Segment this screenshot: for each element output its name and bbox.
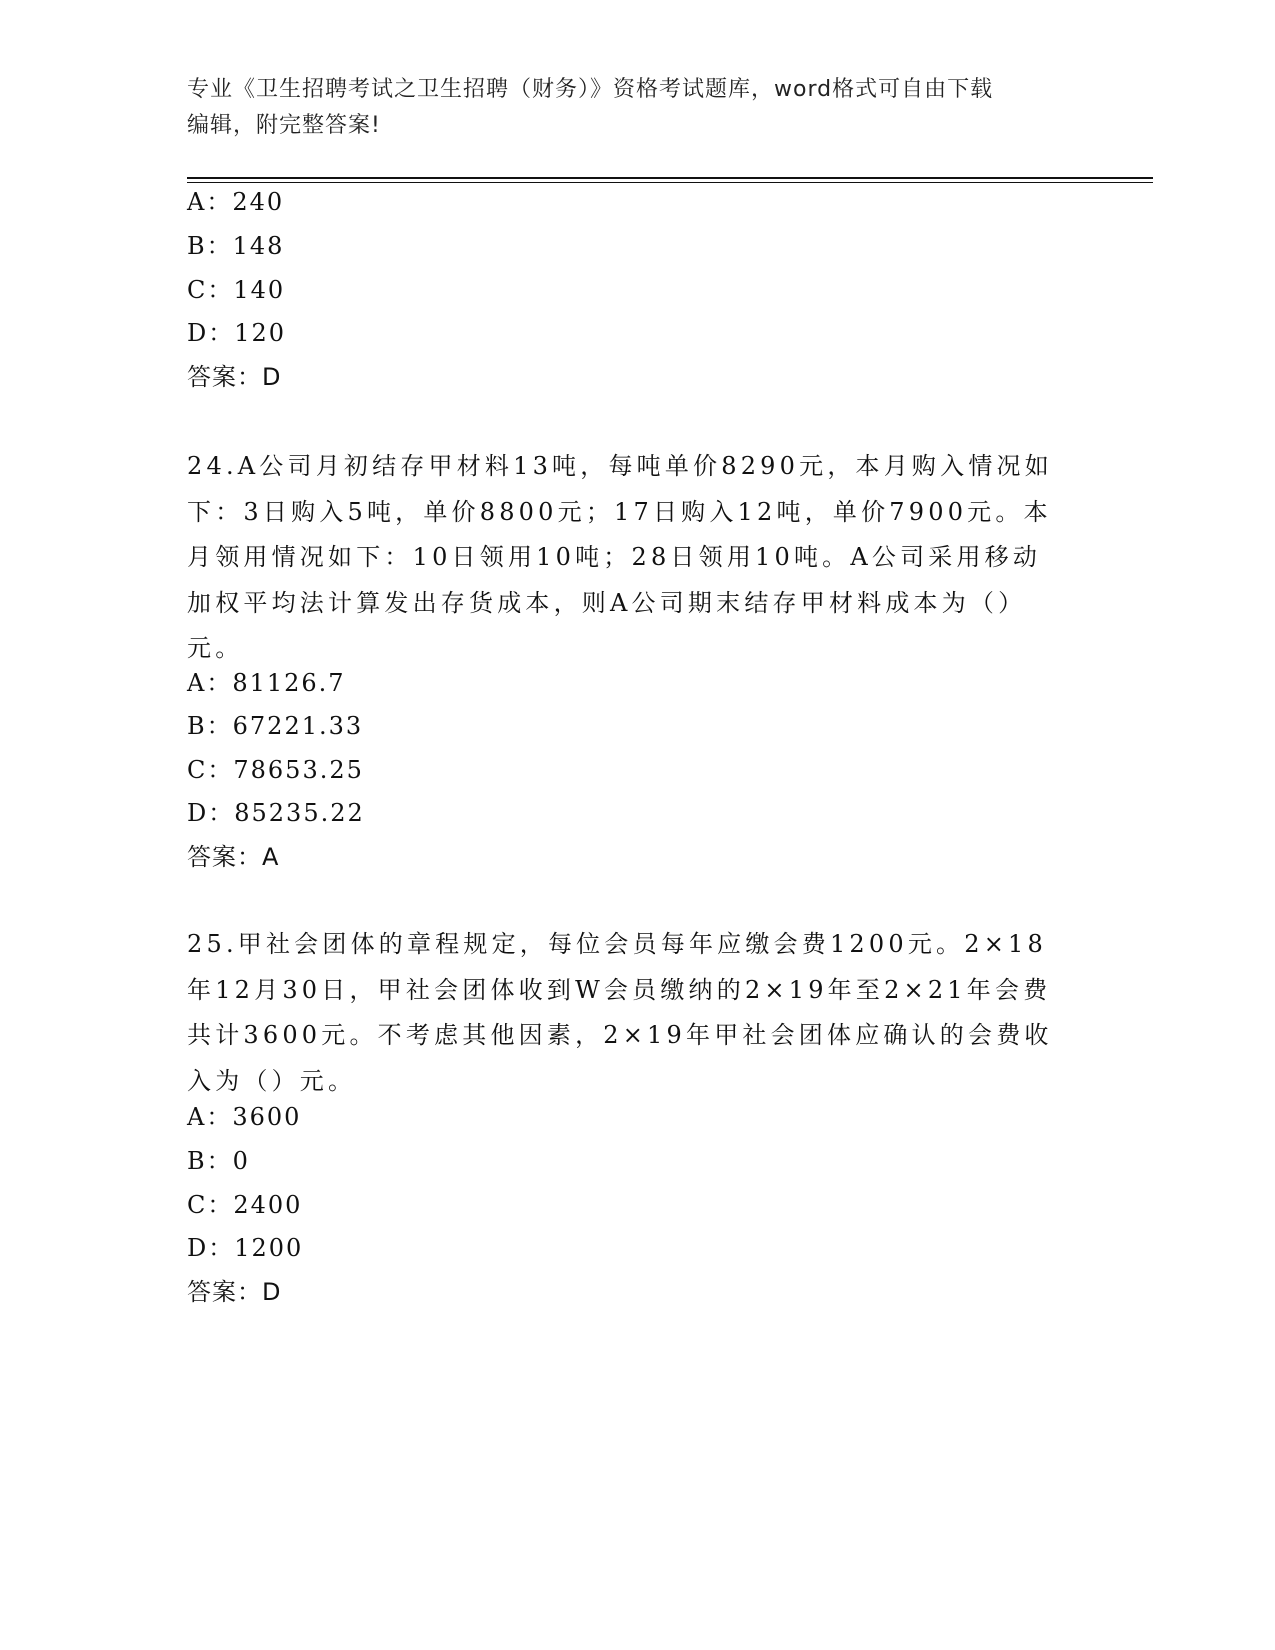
q25-option-d: D：1200 [187,1234,304,1262]
q24-stem: 24.A公司月初结存甲材料13吨，每吨单价8290元，本月购入情况如下：3日购入5吨，单价8800元；17日购入12吨，单价7900元。本月领用情况如下：10日领用10吨；28日领用10吨。A公司采用移动加权平均法计算发出存货成本，则A公司期末结存甲材料成本为（）元。 [187,452,1053,662]
q24-option-a: A：81126.7 [187,669,346,697]
q23-answer: 答案：D [187,363,282,391]
header-line-1: 专业《卫生招聘考试之卫生招聘（财务）》资格考试题库，word格式可自由下载 [187,77,994,102]
header-line-2: 编辑，附完整答案! [187,113,381,138]
q24-answer: 答案：A [187,843,280,871]
q25-answer: 答案：D [187,1278,282,1306]
q23-option-b: B：148 [187,232,285,260]
document-header [187,72,1067,144]
q24-option-c: C：78653.25 [187,756,364,784]
q25-option-a: A：3600 [187,1103,302,1131]
q25-option-b: B：0 [187,1147,250,1175]
q25-option-c: C：2400 [187,1191,303,1219]
q24-option-d: D：85235.22 [187,799,365,827]
q23-option-d: D：120 [187,319,287,347]
q23-option-a: A：240 [187,188,285,216]
q24-option-b: B：67221.33 [187,712,364,740]
header-divider [187,177,1153,183]
q23-option-c: C：140 [187,276,286,304]
q25-stem: 25.甲社会团体的章程规定，每位会员每年应缴会费1200元。2×18年12月30日，甲社会团体收到W会员缴纳的2×19年至2×21年会费共计3600元。不考虑其他因素，2×19年甲社会团体应确认的会费收入为（）元。 [187,930,1053,1095]
